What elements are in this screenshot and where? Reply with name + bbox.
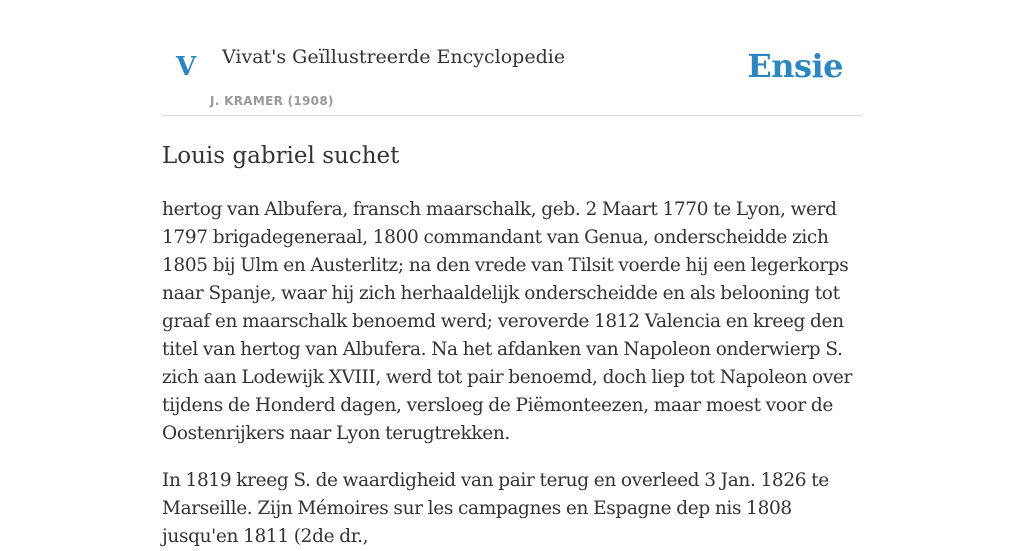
entry-paragraph: In 1819 kreeg S. de waardigheid van pair terug en overleed 3 Jan. 1826 te Marseille. Zijn Mémoires sur les campagnes en Espagne dep nis 1808 jusqu'en 1811 (2de dr., [162,469,829,547]
ensie-logo[interactable]: Ensie [747,47,843,85]
entry-body [162,196,862,551]
book-logo[interactable]: V [176,52,197,82]
page [162,0,862,551]
book-author: J. KRAMER (1908) [210,94,334,108]
entry-paragraph: hertog van Albufera, fransch maarschalk, geb. 2 Maart 1770 te Lyon, werd 1797 brigadegeneraal, 1800 commandant van Genua, onderscheidde zich 1805 bij Ulm en Austerlitz; na den vrede van Tilsit voerde hij een legerkorps naar Spanje, waar hij zich herhaaldelijk onderscheidde en als belooning tot graaf en maarschalk benoemd werd; veroverde 1812 Valencia en kreeg den titel van hertog van Albufera. Na het afdanken van Napoleon onderwierp S. zich aan Lodewijk XVIII, werd tot pair benoemd, doch liep tot Napoleon over tijdens de Honderd dagen, versloeg de Piëmonteezen, maar moest voor de Oostenrijkers naar Lyon terugtrekken. [162,198,853,444]
entry-title: Louis gabriel suchet [162,143,400,169]
book-title[interactable]: Vivat's Geïllustreerde Encyclopedie [222,46,566,68]
book-header [162,0,862,116]
